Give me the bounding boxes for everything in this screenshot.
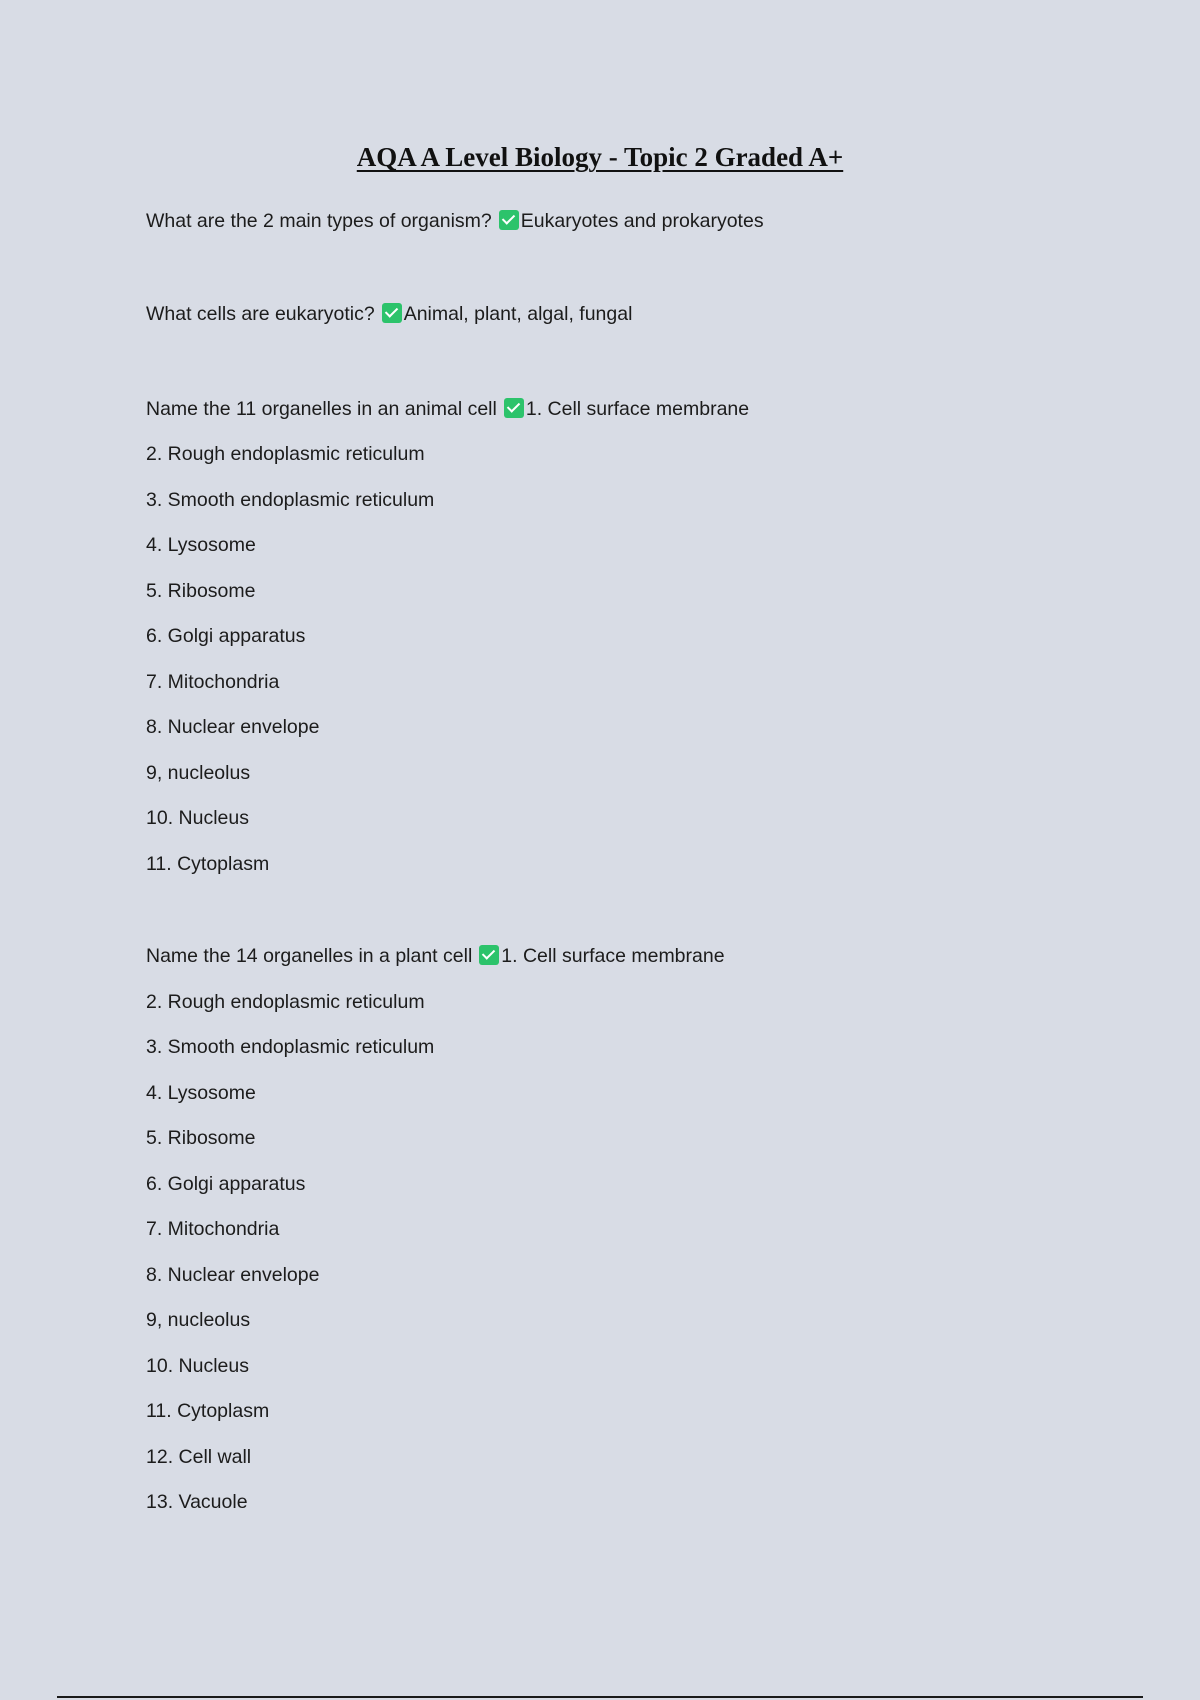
check-mark-icon <box>499 210 519 230</box>
list-item: 6. Golgi apparatus <box>146 625 306 647</box>
qa-item <box>146 302 632 326</box>
list-item: 7. Mitochondria <box>146 1218 280 1240</box>
list-item: 8. Nuclear envelope <box>146 1264 320 1286</box>
list-item: 2. Rough endoplasmic reticulum <box>146 991 425 1013</box>
question-text: Name the 11 organelles in an animal cell <box>146 398 497 420</box>
list-item: 3. Smooth endoplasmic reticulum <box>146 489 435 511</box>
check-mark-icon <box>382 303 402 323</box>
question-text: Name the 14 organelles in a plant cell <box>146 945 473 967</box>
question-text: What are the 2 main types of organism? <box>146 210 492 232</box>
qa-item <box>146 397 749 421</box>
list-item: 7. Mitochondria <box>146 671 280 693</box>
list-item: 9, nucleolus <box>146 762 251 784</box>
footer-divider <box>57 1696 1143 1698</box>
check-mark-icon <box>479 945 499 965</box>
list-item: 11. Cytoplasm <box>146 853 270 875</box>
answer-text: Animal, plant, algal, fungal <box>403 303 633 325</box>
list-item: 4. Lysosome <box>146 1082 256 1104</box>
answer-text: Eukaryotes and prokaryotes <box>520 210 764 232</box>
list-item: 8. Nuclear envelope <box>146 716 320 738</box>
list-item: 13. Vacuole <box>146 1491 248 1513</box>
list-item: 9, nucleolus <box>146 1309 251 1331</box>
list-item: 5. Ribosome <box>146 580 256 602</box>
question-text: What cells are eukaryotic? <box>146 303 375 325</box>
qa-item <box>146 209 764 233</box>
list-item: 11. Cytoplasm <box>146 1400 270 1422</box>
list-item: 4. Lysosome <box>146 534 256 556</box>
answer-text: 1. Cell surface membrane <box>525 398 750 420</box>
check-mark-icon <box>504 398 524 418</box>
document-title: AQA A Level Biology - Topic 2 Graded A+ <box>356 142 844 172</box>
answer-text: 1. Cell surface membrane <box>501 945 725 967</box>
list-item: 10. Nucleus <box>146 1355 249 1377</box>
list-item: 6. Golgi apparatus <box>146 1173 306 1195</box>
list-item: 5. Ribosome <box>146 1127 256 1149</box>
list-item: 12. Cell wall <box>146 1446 252 1468</box>
list-item: 3. Smooth endoplasmic reticulum <box>146 1036 435 1058</box>
list-item: 2. Rough endoplasmic reticulum <box>146 443 425 465</box>
list-item: 10. Nucleus <box>146 807 249 829</box>
qa-item <box>146 944 725 968</box>
